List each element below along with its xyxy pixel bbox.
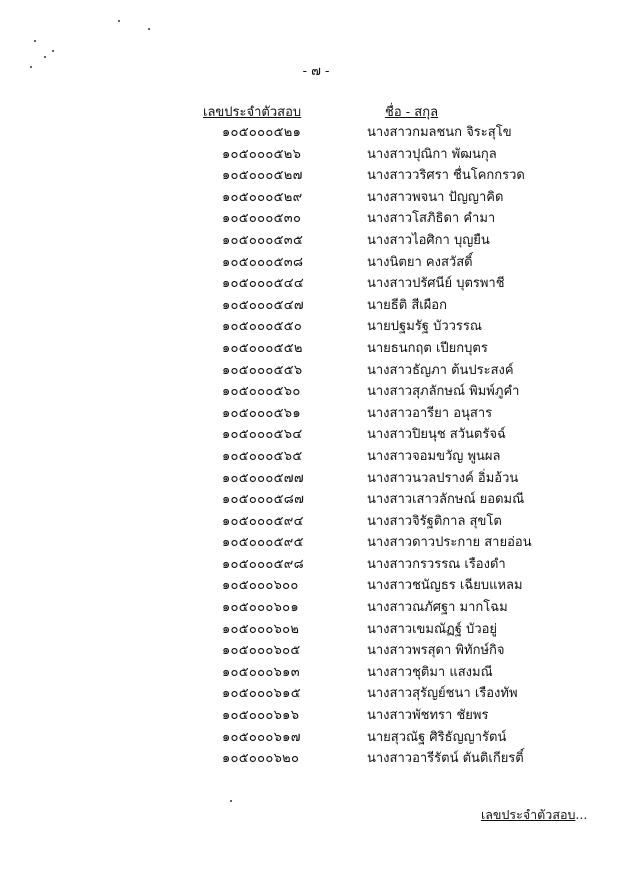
candidate-name: นางสาวพจนา ปัญญาคิด [367,189,504,205]
candidate-name: นายธนกฤต เปียกบุตร [367,340,488,356]
exam-id: ๑๐๕๐๐๐๕๖๐ [222,384,301,400]
candidate-name: นางสาวดาวประกาย สายอ่อน [367,535,532,551]
exam-id: ๑๐๕๐๐๐๖๐๐ [222,578,299,594]
candidate-name: นางสาวชนัญธร เฉียบแหลม [367,578,523,594]
candidate-row [0,273,632,295]
candidate-name: นางสาวพรสุดา พิทักษ์กิจ [367,643,505,659]
candidate-row [0,230,632,252]
candidate-name: นางสาวจอมขวัญ พูนผล [367,448,501,464]
exam-id: ๑๐๕๐๐๐๕๖๔ [222,427,303,443]
candidate-name: นายสุวณัฐ ศิริธัญญารัตน์ [367,729,507,745]
candidate-row [0,381,632,403]
candidate-row [0,575,632,597]
exam-id: ๑๐๕๐๐๐๕๕๖ [222,362,303,378]
candidate-name: นางสาวเสาวลักษณ์ ยอดมณี [367,492,525,508]
exam-id: ๑๐๕๐๐๐๕๔๗ [222,297,304,313]
candidate-row [0,187,632,209]
candidate-name: นางสาวณภัศฐา มากโฉม [367,600,508,616]
exam-id: ๑๐๕๐๐๐๕๔๔ [222,276,305,292]
scan-speck [52,50,54,52]
exam-id: ๑๐๕๐๐๐๖๑๗ [222,729,301,745]
candidate-row [0,295,632,317]
exam-id: ๑๐๕๐๐๐๖๑๓ [222,664,300,680]
candidate-row [0,619,632,641]
candidate-name: นางสาวเขมณัฏฐ์ บัวอยู่ [367,621,498,637]
candidate-row [0,338,632,360]
exam-id: ๑๐๕๐๐๐๕๓๐ [222,211,302,227]
candidate-row [0,705,632,727]
candidate-row [0,122,632,144]
candidate-name: นางสาวปิยนุช สวันตรัจฉ์ [367,427,506,443]
candidate-row [0,165,632,187]
scan-speck [34,40,36,42]
candidate-row [0,511,632,533]
exam-id: ๑๐๕๐๐๐๕๘๗ [222,492,305,508]
exam-id: ๑๐๕๐๐๐๖๐๑ [222,600,299,616]
exam-id: ๑๐๕๐๐๐๕๒๙ [222,189,303,205]
continued-label: เลขประจำตัวสอบ [481,807,576,822]
continued-on-next-page [481,805,587,825]
exam-id: ๑๐๕๐๐๐๕๒๖ [222,146,302,162]
scan-speck [230,800,232,802]
exam-id: ๑๐๕๐๐๐๕๕๒ [222,340,303,356]
candidate-row [0,683,632,705]
candidate-row [0,144,632,166]
exam-id: ๑๐๕๐๐๐๕๒๑ [222,125,302,140]
candidate-row [0,316,632,338]
scan-speck [44,56,46,58]
exam-id: ๑๐๕๐๐๐๕๖๕ [222,448,303,464]
candidate-row [0,360,632,382]
candidate-name: นางสาวพัชทรา ชัยพร [367,708,489,724]
exam-id: ๑๐๕๐๐๐๕๕๐ [222,319,303,335]
candidate-name: นางสาวไอศิกา บุญยืน [367,232,490,248]
candidate-row [0,597,632,619]
candidate-row [0,748,632,770]
page-number: - ๗ - [302,64,330,79]
exam-id: ๑๐๕๐๐๐๕๙๕ [222,535,304,551]
candidate-name: นางสาวธัญภา ต้นประสงค์ [367,362,514,378]
candidate-row [0,468,632,490]
exam-id: ๑๐๕๐๐๐๕๓๕ [222,232,304,248]
candidate-name: นางสาวสุภลักษณ์ พิมพ์ภูคำ [367,384,520,400]
exam-id: ๑๐๕๐๐๐๕๙๔ [222,513,304,529]
candidate-name: นางนิตยา คงสวัสดิ์ [367,254,473,270]
candidate-row [0,489,632,511]
candidate-name: นางสาวกมลชนก จิระสุโข [367,125,512,140]
candidate-name: นางสาวโสภิธิดา คำมา [367,211,496,227]
candidate-name: นางสาวกรวรรณ เรืองดำ [367,556,506,572]
candidate-row [0,532,632,554]
scan-speck [118,20,120,22]
candidate-name: นางสาวอารียา อนุสาร [367,405,493,421]
candidate-row [0,727,632,749]
candidate-name: นางสาวสุรัญย์ชนา เรืองทัพ [367,686,518,702]
exam-id: ๑๐๕๐๐๐๕๗๗ [222,470,304,486]
exam-id: ๑๐๕๐๐๐๕๓๘ [222,254,304,270]
candidate-name: นางสาวอารีรัตน์ ตันติเกียรติ์ [367,751,524,767]
candidate-row [0,662,632,684]
candidate-row [0,424,632,446]
candidate-name: นางสาวนวลปรางค์ อิ่มอ้วน [367,470,519,486]
exam-id: ๑๐๕๐๐๐๕๒๗ [222,168,303,184]
exam-id: ๑๐๕๐๐๐๖๐๕ [222,643,301,659]
candidate-name: นางสาวปรัศนีย์ บุตรพาชี [367,276,505,292]
candidate-name: นางสาววริศรา ชื่นโคกกรวด [367,168,525,184]
candidate-name: นางสาวจิรัฐติกาล สุขโต [367,513,502,529]
exam-id: ๑๐๕๐๐๐๕๙๘ [222,556,304,572]
column-header-full-name: ชื่อ - สกุล [385,105,439,120]
candidate-row [0,554,632,576]
candidate-name: นางสาวชุติมา แสงมณี [367,664,493,680]
candidate-row [0,208,632,230]
exam-id: ๑๐๕๐๐๐๕๖๑ [222,405,301,421]
candidate-list [0,122,632,770]
candidate-row [0,446,632,468]
candidate-name: นายปฐมรัฐ บัววรรณ [367,319,482,335]
candidate-name: นางสาวปุณิกา พัฒนกุล [367,146,497,162]
candidate-name: นายธีติ สีเผือก [367,297,447,313]
scan-speck [148,28,150,30]
exam-id: ๑๐๕๐๐๐๖๐๒ [222,621,300,637]
candidate-row [0,640,632,662]
exam-id: ๑๐๕๐๐๐๖๒๐ [222,751,300,767]
candidate-row [0,403,632,425]
candidate-row [0,252,632,274]
exam-id: ๑๐๕๐๐๐๖๑๕ [222,686,301,702]
column-header-exam-id: เลขประจำตัวสอบ [203,105,302,120]
continued-suffix: ... [575,807,588,822]
exam-id: ๑๐๕๐๐๐๖๑๖ [222,708,300,724]
